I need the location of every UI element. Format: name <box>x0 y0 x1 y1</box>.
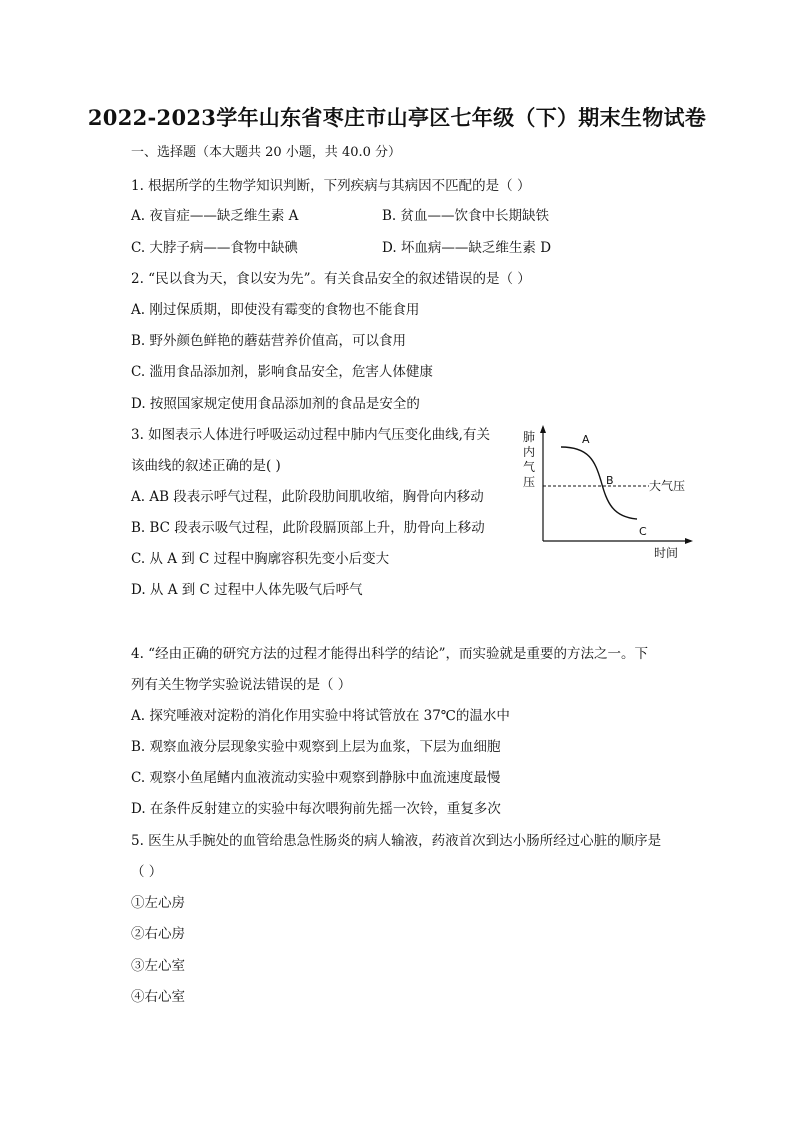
q1-stem: 1. 根据所学的生物学知识判断，下列疾病与其病因不匹配的是（ ） <box>131 178 531 194</box>
x-axis-arrow <box>685 538 693 544</box>
q2-option-c: C. 滥用食品添加剂，影响食品安全，危害人体健康 <box>131 364 433 380</box>
page-title: 2022-2023学年山东省枣庄市山亭区七年级（下）期末生物试卷 <box>87 105 707 130</box>
point-c-label: C <box>639 525 647 538</box>
x-axis-label: 时间 <box>654 546 679 560</box>
point-a-label: A <box>582 433 590 446</box>
q5-item-1: ①左心房 <box>131 895 185 911</box>
q4-option-d: D. 在条件反射建立的实验中每次喂狗前先摇一次铃，重复多次 <box>131 801 501 817</box>
q3-option-b: B. BC 段表示吸气过程，此阶段膈顶部上升，肋骨向上移动 <box>131 520 485 536</box>
y-axis-label-char-4: 压 <box>523 475 536 489</box>
q4-option-c: C. 观察小鱼尾鳍内血液流动实验中观察到静脉中血流速度最慢 <box>131 770 501 786</box>
q5-stem-line-1: 5. 医生从手腕处的血管给患急性肠炎的病人输液，药液首次到达小肠所经过心脏的顺序是 <box>131 833 662 849</box>
section-heading: 一、选择题（本大题共 20 小题，共 40.0 分） <box>131 145 402 160</box>
q1-option-c: C. 大脖子病——食物中缺碘 <box>131 240 298 256</box>
q4-stem-line-1: 4. “经由正确的研究方法的过程才能得出科学的结论”，而实验就是重要的方法之一。下 <box>131 646 648 662</box>
q3-option-d: D. 从 A 到 C 过程中人体先吸气后呼气 <box>131 582 363 598</box>
q1-option-d: D. 坏血病——缺乏维生素 D <box>382 240 552 256</box>
q2-option-a: A. 刚过保质期，即使没有霉变的食物也不能食用 <box>131 302 420 318</box>
q2-option-b: B. 野外颜色鲜艳的蘑菇营养价值高，可以食用 <box>131 333 407 349</box>
q4-option-a: A. 探究唾液对淀粉的消化作用实验中将试管放在 37℃的温水中 <box>131 708 510 724</box>
q3-option-c: C. 从 A 到 C 过程中胸廓容积先变小后变大 <box>131 551 390 567</box>
q4-stem-line-2: 列有关生物学实验说法错误的是（ ） <box>131 677 352 693</box>
q2-option-d: D. 按照国家规定使用食品添加剂的食品是安全的 <box>131 396 420 412</box>
q3-option-a: A. AB 段表示呼气过程，此阶段肋间肌收缩，胸骨向内移动 <box>131 489 484 505</box>
point-b-label: B <box>606 474 614 487</box>
q1-option-a: A. 夜盲症——缺乏维生素 A <box>131 208 299 224</box>
q5-item-3: ③左心室 <box>131 958 185 974</box>
lung-pressure-graph <box>515 425 705 570</box>
q2-stem: 2. “民以食为天，食以安为先”。有关食品安全的叙述错误的是（ ） <box>131 271 531 287</box>
atmospheric-pressure-label: 大气压 <box>649 479 686 493</box>
y-axis-label-char-2: 内 <box>523 445 536 459</box>
q3-stem-line-1: 3. 如图表示人体进行呼吸运动过程中肺内气压变化曲线,有关 <box>131 427 490 443</box>
q4-option-b: B. 观察血液分层现象实验中观察到上层为血浆，下层为血细胞 <box>131 739 501 755</box>
q3-stem-line-2: 该曲线的叙述正确的是( ) <box>131 458 281 474</box>
q1-option-b: B. 贫血——饮食中长期缺铁 <box>382 208 550 224</box>
q5-item-4: ④右心室 <box>131 989 185 1005</box>
y-axis-label-char-1: 肺 <box>523 430 536 444</box>
pressure-curve <box>561 447 637 519</box>
q5-stem-line-2: （ ） <box>131 864 163 880</box>
q5-item-2: ②右心房 <box>131 926 185 942</box>
y-axis-label-char-3: 气 <box>523 460 536 474</box>
y-axis-arrow <box>540 425 546 433</box>
lung-pressure-svg <box>515 425 705 570</box>
